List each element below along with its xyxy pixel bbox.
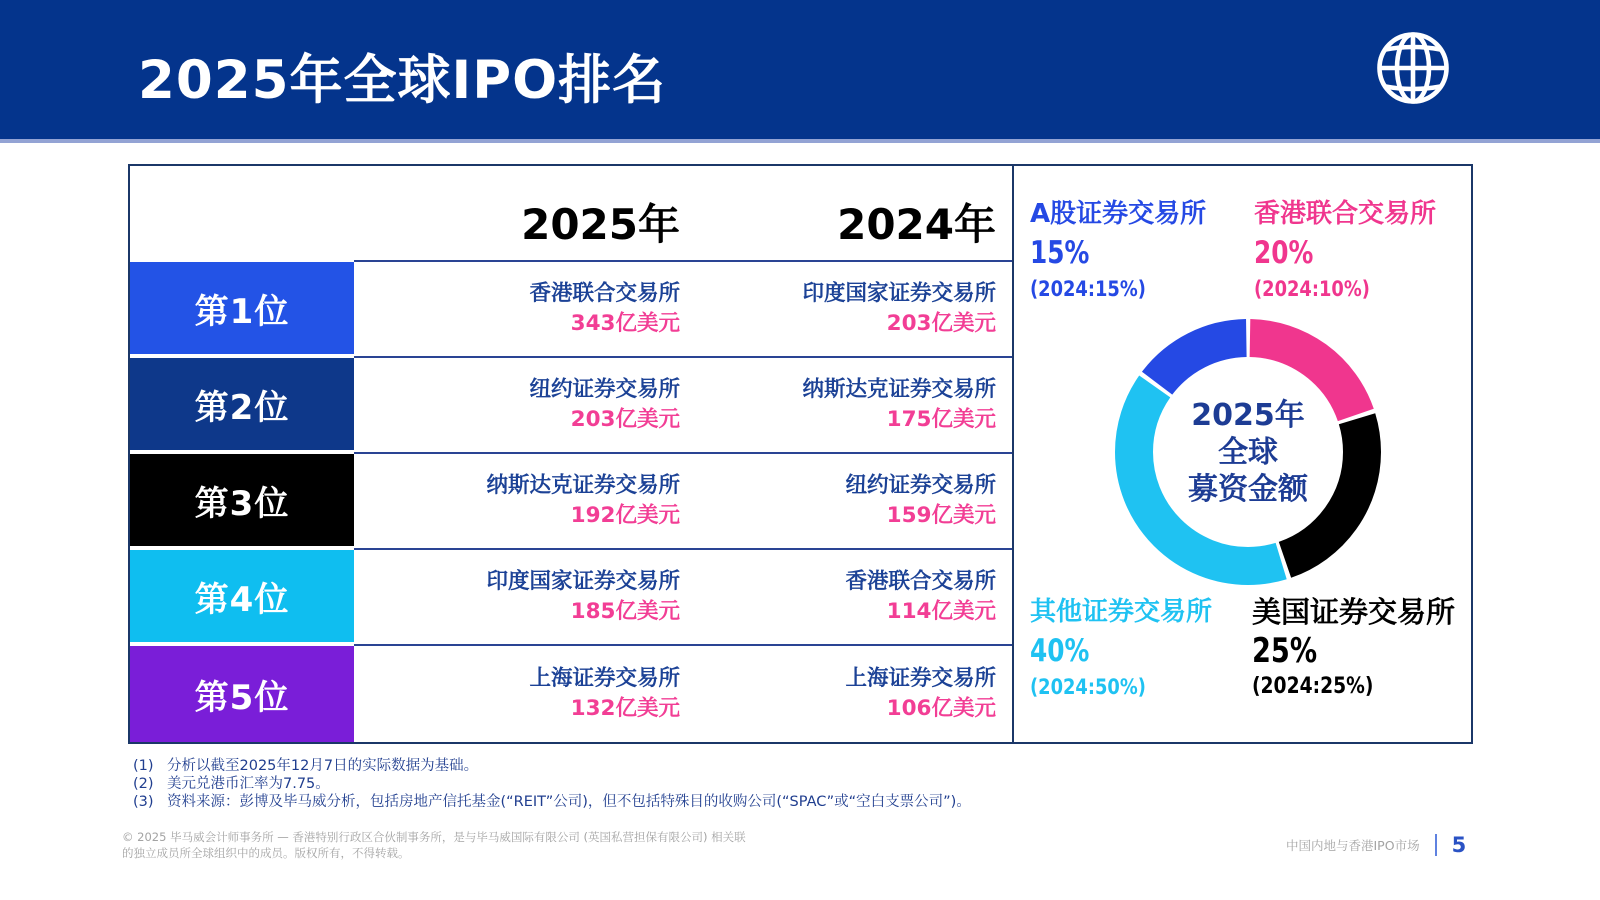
exchange-amount: 114亿美元 [886,599,996,624]
exchange-name: 上海证券交易所 [845,666,996,692]
exchange-name: 纽约证券交易所 [529,377,680,403]
cell-2024-rank4 [702,550,1012,646]
cell-2025-rank1 [354,262,702,358]
label-us-exchanges: 美国证券交易所 25% (2024:25%) [1252,595,1456,699]
exchange-amount: 132亿美元 [570,696,680,721]
cell-2025-rank4 [354,550,702,646]
rank-cell-2: 第2位 [130,358,354,454]
footnote-2: (2) 美元兑港币汇率为7.75。 [133,776,330,793]
ipo-ranking-table [130,166,1012,742]
exchange-amount: 185亿美元 [570,599,680,624]
exchange-name: 印度国家证券交易所 [802,281,996,307]
table-corner-cell [130,166,354,262]
footnote-1: (1) 分析以截至2025年12月7日的实际数据为基础。 [133,758,479,774]
exchange-name: 印度国家证券交易所 [486,569,680,595]
rank-cell-3: 第3位 [130,454,354,550]
footer-divider [1435,834,1437,856]
footnote-3: (3) 资料来源：彭博及毕马威分析，包括房地产信托基金(“REIT”公司)，但不包括特殊目的收购公司(“SPAC”或“空白支票公司”)。 [133,794,971,811]
rank-cell-1: 第1位 [130,262,354,358]
exchange-name: 纳斯达克证券交易所 [802,377,996,403]
cell-2024-rank1 [702,262,1012,358]
label-hkex: 香港联合交易所 20% (2024:10%) [1254,199,1437,301]
exchange-amount: 203亿美元 [570,407,680,432]
exchange-name: 上海证券交易所 [529,666,680,692]
exchange-amount: 203亿美元 [886,311,996,336]
cell-2025-rank5 [354,646,702,742]
exchange-name: 香港联合交易所 [845,569,996,595]
exchange-amount: 159亿美元 [886,503,996,528]
cell-2024-rank2 [702,358,1012,454]
cell-2024-rank5 [702,646,1012,742]
donut-chart [1108,312,1388,592]
column-header-2024: 2024年 [702,166,1012,262]
donut-center-label: 2025年 全球 募资金额 [1188,397,1308,507]
label-other-exchanges: 其他证券交易所 40% (2024:50%) [1030,597,1213,699]
page-number: 5 [1451,833,1467,857]
label-a-share: A股证券交易所 15% (2024:15%) [1030,199,1207,301]
exchange-name: 纳斯达克证券交易所 [486,473,680,499]
cell-2024-rank3 [702,454,1012,550]
rank-cell-4: 第4位 [130,550,354,646]
cell-2025-rank2 [354,358,702,454]
exchange-name: 纽约证券交易所 [845,473,996,499]
footer-right [1286,830,1466,860]
page-title: 2025年全球IPO排名 [138,50,667,111]
column-header-2025: 2025年 [354,166,702,262]
copyright-text: © 2025 毕马威会计师事务所 — 香港特别行政区合伙制事务所，是与毕马威国际有限公司 (英国私营担保有限公司) 相关联的独立成员所全球组织中的成员。版权所有，不得转载。 [122,830,746,860]
footnotes [133,757,971,812]
rank-cell-5: 第5位 [130,646,354,742]
exchange-amount: 192亿美元 [570,503,680,528]
cell-2025-rank3 [354,454,702,550]
donut-chart-panel [1012,166,1471,742]
exchange-amount: 106亿美元 [886,696,996,721]
exchange-amount: 175亿美元 [886,407,996,432]
exchange-name: 香港联合交易所 [529,281,680,307]
exchange-amount: 343亿美元 [570,311,680,336]
header-band [0,0,1600,143]
content-box [128,164,1473,744]
footer-section-label: 中国内地与香港IPO市场 [1286,838,1420,853]
globe-icon [1375,30,1451,106]
